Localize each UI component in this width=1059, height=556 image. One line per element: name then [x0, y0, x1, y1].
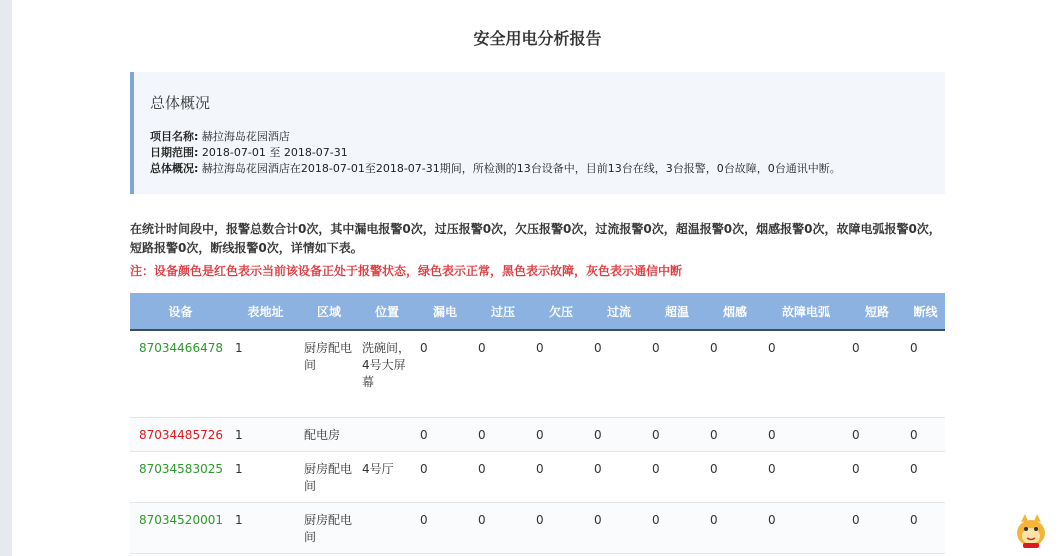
date-row: [150, 145, 931, 161]
device-id-link[interactable]: 87034485726: [139, 427, 223, 442]
address-cell: 1: [235, 427, 243, 442]
col-header: 故障电弧: [764, 293, 848, 330]
value-cell: 0: [594, 341, 602, 355]
left-edge-strip: [0, 0, 12, 556]
value-cell: 0: [710, 512, 718, 527]
color-note: 注：设备颜色是红色表示当前该设备正处于报警状态，绿色表示正常，黑色表示故障，灰色表示通信中断: [130, 264, 683, 278]
mascot-icon: [1009, 508, 1053, 552]
position-cell: 洗碗间，4号大屏幕: [362, 341, 411, 389]
value-cell: 0: [478, 461, 486, 476]
value-cell: 0: [852, 341, 860, 355]
value-cell: 0: [478, 341, 486, 355]
col-header: 设备: [130, 293, 231, 330]
project-label: 项目名称:: [150, 130, 199, 143]
value-cell: 0: [852, 461, 860, 476]
value-cell: 0: [536, 461, 544, 476]
value-cell: 0: [478, 512, 486, 527]
value-cell: 0: [710, 341, 718, 355]
value-cell: 0: [910, 461, 918, 476]
summary-label: 总体概况:: [150, 162, 199, 175]
page-title: 安全用电分析报告: [473, 29, 602, 48]
col-header: 欠压: [532, 293, 590, 330]
value-cell: 0: [536, 427, 544, 442]
value-cell: 0: [768, 461, 776, 476]
col-header: 烟感: [706, 293, 764, 330]
device-table: [130, 293, 945, 554]
value-cell: 0: [910, 427, 918, 442]
col-header: 超温: [648, 293, 706, 330]
col-header: 过流: [590, 293, 648, 330]
position-cell: 4号厅: [362, 461, 394, 476]
project-value: 赫拉海岛花园酒店: [201, 130, 290, 143]
value-cell: 0: [420, 512, 428, 527]
value-cell: 0: [594, 461, 602, 476]
position-cell: [358, 417, 416, 451]
value-cell: 0: [536, 341, 544, 355]
address-cell: 1: [235, 341, 243, 355]
position-cell: [358, 502, 416, 553]
table-row: [130, 451, 945, 502]
col-header: 断线: [906, 293, 945, 330]
table-header-row: [130, 293, 945, 330]
value-cell: 0: [420, 341, 428, 355]
value-cell: 0: [420, 461, 428, 476]
value-cell: 0: [652, 512, 660, 527]
value-cell: 0: [652, 461, 660, 476]
value-cell: 0: [910, 341, 918, 355]
col-header: 位置: [358, 293, 416, 330]
value-cell: 0: [910, 512, 918, 527]
col-header: 表地址: [231, 293, 300, 330]
value-cell: 0: [768, 512, 776, 527]
value-cell: 0: [652, 427, 660, 442]
col-header: 漏电: [416, 293, 474, 330]
area-cell: 厨房配电间: [304, 512, 353, 544]
table-row: [130, 417, 945, 451]
address-cell: 1: [235, 461, 243, 476]
value-cell: 0: [536, 512, 544, 527]
table-row: [130, 502, 945, 553]
col-header: 短路: [848, 293, 906, 330]
device-id-link[interactable]: 87034520001: [139, 512, 223, 527]
area-cell: 厨房配电间: [304, 341, 353, 372]
value-cell: 0: [594, 512, 602, 527]
overview-heading: 总体概况: [150, 94, 211, 112]
device-id-link[interactable]: 87034583025: [139, 461, 223, 476]
summary-row: [150, 161, 931, 177]
area-cell: 厨房配电间: [304, 461, 353, 493]
project-row: [150, 129, 931, 145]
value-cell: 0: [420, 427, 428, 442]
value-cell: 0: [594, 427, 602, 442]
date-value: 2018-07-01 至 2018-07-31: [201, 146, 348, 159]
value-cell: 0: [768, 427, 776, 442]
value-cell: 0: [478, 427, 486, 442]
value-cell: 0: [710, 461, 718, 476]
value-cell: 0: [652, 341, 660, 355]
col-header: 区域: [300, 293, 358, 330]
stats-summary: 在统计时间段中，报警总数合计0次，其中漏电报警0次，过压报警0次，欠压报警0次，过流报警0次，超温报警0次，烟感报警0次，故障电弧报警0次，短路报警0次，断线报警0次，详情如下表。: [130, 222, 941, 255]
date-label: 日期范围:: [150, 146, 199, 159]
address-cell: 1: [235, 512, 243, 527]
device-id-link[interactable]: 87034466478: [139, 341, 223, 355]
summary-value: 赫拉海岛花园酒店在2018-07-01至2018-07-31期间，所检测的13台设备中，目前13台在线，3台报警，0台故障，0台通讯中断。: [201, 162, 841, 175]
value-cell: 0: [710, 427, 718, 442]
value-cell: 0: [852, 512, 860, 527]
table-row: [130, 330, 945, 417]
value-cell: 0: [852, 427, 860, 442]
overview-panel: [130, 72, 945, 194]
area-cell: 配电房: [304, 427, 341, 442]
value-cell: 0: [768, 341, 776, 355]
col-header: 过压: [474, 293, 532, 330]
